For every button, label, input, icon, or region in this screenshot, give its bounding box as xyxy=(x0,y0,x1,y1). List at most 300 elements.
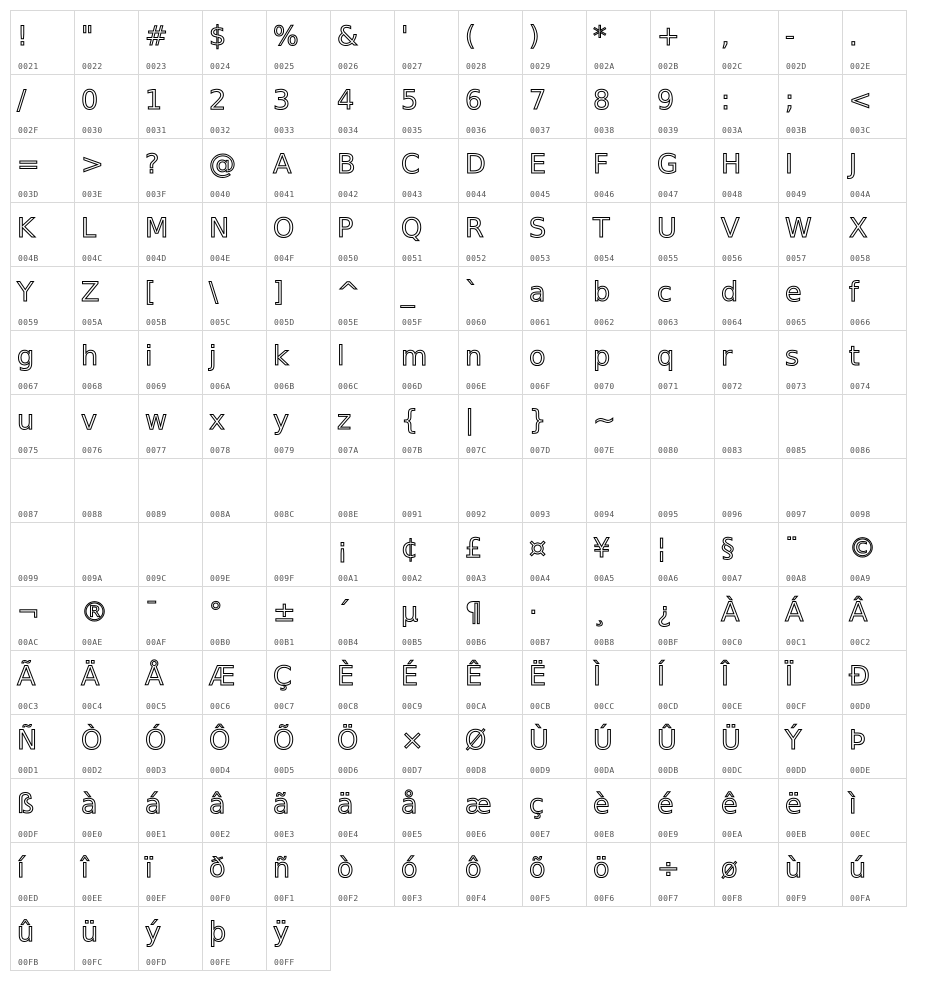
glyph-codepoint: 004A xyxy=(850,190,871,199)
glyph-codepoint: 005A xyxy=(82,318,103,327)
glyph-char: \ xyxy=(209,277,219,308)
glyph-codepoint: 0027 xyxy=(402,62,423,71)
glyph-cell xyxy=(330,138,395,203)
glyph-codepoint: 0062 xyxy=(594,318,615,327)
glyph-char: M xyxy=(145,213,169,244)
glyph-char: Õ xyxy=(273,725,295,756)
glyph-codepoint: 00B0 xyxy=(210,638,231,647)
glyph-char: þ xyxy=(209,917,227,948)
glyph-cell xyxy=(586,266,651,331)
glyph-cell xyxy=(74,650,139,715)
glyph-cell xyxy=(586,394,651,459)
glyph-codepoint: 0046 xyxy=(594,190,615,199)
glyph-cell xyxy=(778,202,843,267)
glyph-cell xyxy=(10,522,75,587)
glyph-cell xyxy=(74,202,139,267)
glyph-codepoint: 00E9 xyxy=(658,830,679,839)
glyph-char: Ý xyxy=(785,725,802,756)
glyph-cell xyxy=(458,330,523,395)
glyph-codepoint: 0083 xyxy=(722,446,743,455)
glyph-codepoint: 00AC xyxy=(18,638,39,647)
glyph-cell xyxy=(138,74,203,139)
glyph-char: è xyxy=(593,789,610,820)
glyph-cell xyxy=(586,74,651,139)
glyph-cell xyxy=(266,266,331,331)
glyph-char: Ö xyxy=(337,725,359,756)
glyph-char: î xyxy=(81,853,89,884)
glyph-char: Ð xyxy=(849,661,870,692)
glyph-codepoint: 00EC xyxy=(850,830,871,839)
glyph-codepoint: 0028 xyxy=(466,62,487,71)
glyph-char: ì xyxy=(849,789,857,820)
glyph-codepoint: 00CE xyxy=(722,702,743,711)
glyph-codepoint: 0052 xyxy=(466,254,487,263)
glyph-char: à xyxy=(81,789,98,820)
glyph-cell xyxy=(394,394,459,459)
glyph-codepoint: 006A xyxy=(210,382,231,391)
glyph-char: Ò xyxy=(81,725,103,756)
glyph-char: ¥ xyxy=(593,533,611,564)
glyph-char: a xyxy=(529,277,546,308)
glyph-cell xyxy=(266,842,331,907)
glyph-char: ± xyxy=(273,597,296,628)
glyph-codepoint: 00D9 xyxy=(530,766,551,775)
glyph-codepoint: 00F7 xyxy=(658,894,679,903)
glyph-codepoint: 0042 xyxy=(338,190,359,199)
glyph-codepoint: 0060 xyxy=(466,318,487,327)
glyph-cell xyxy=(266,394,331,459)
glyph-char: g xyxy=(17,341,35,372)
glyph-codepoint: 005B xyxy=(146,318,167,327)
glyph-char: & xyxy=(337,21,359,52)
glyph-cell xyxy=(266,906,331,971)
glyph-codepoint: 0080 xyxy=(658,446,679,455)
glyph-char: Z xyxy=(81,277,100,308)
glyph-codepoint: 0061 xyxy=(530,318,551,327)
glyph-codepoint: 006C xyxy=(338,382,359,391)
glyph-codepoint: 005D xyxy=(274,318,295,327)
glyph-char: > xyxy=(81,149,104,180)
glyph-cell xyxy=(266,330,331,395)
glyph-cell xyxy=(586,714,651,779)
glyph-codepoint: 009A xyxy=(82,574,103,583)
glyph-cell xyxy=(202,586,267,651)
glyph-cell xyxy=(714,842,779,907)
glyph-cell xyxy=(394,10,459,75)
glyph-cell xyxy=(650,650,715,715)
glyph-codepoint: 0048 xyxy=(722,190,743,199)
glyph-cell xyxy=(842,10,907,75)
glyph-cell xyxy=(138,10,203,75)
glyph-codepoint: 0094 xyxy=(594,510,615,519)
glyph-codepoint: 0097 xyxy=(786,510,807,519)
glyph-codepoint: 00C4 xyxy=(82,702,103,711)
glyph-codepoint: 00EB xyxy=(786,830,807,839)
glyph-char: ¯ xyxy=(145,597,159,628)
glyph-cell xyxy=(394,458,459,523)
glyph-cell xyxy=(202,458,267,523)
glyph-cell xyxy=(458,394,523,459)
glyph-cell xyxy=(522,10,587,75)
glyph-cell xyxy=(586,586,651,651)
glyph-cell xyxy=(778,586,843,651)
glyph-char: © xyxy=(849,533,876,564)
glyph-char: Ç xyxy=(273,661,292,692)
glyph-char: É xyxy=(401,661,419,692)
glyph-char: 9 xyxy=(657,85,675,116)
glyph-cell xyxy=(202,842,267,907)
glyph-cell xyxy=(842,202,907,267)
glyph-char: ¸ xyxy=(593,597,607,628)
glyph-char: ü xyxy=(81,917,99,948)
glyph-codepoint: 0099 xyxy=(18,574,39,583)
glyph-char: ð xyxy=(209,853,226,884)
glyph-codepoint: 003F xyxy=(146,190,167,199)
glyph-char: õ xyxy=(529,853,546,884)
glyph-cell xyxy=(74,522,139,587)
glyph-char: ò xyxy=(337,853,354,884)
glyph-cell xyxy=(138,138,203,203)
glyph-cell xyxy=(778,458,843,523)
glyph-codepoint: 00C8 xyxy=(338,702,359,711)
glyph-codepoint: 005F xyxy=(402,318,423,327)
glyph-cell xyxy=(394,714,459,779)
glyph-cell xyxy=(778,714,843,779)
glyph-cell xyxy=(714,458,779,523)
glyph-char: å xyxy=(401,789,418,820)
glyph-cell xyxy=(842,266,907,331)
glyph-codepoint: 0024 xyxy=(210,62,231,71)
glyph-char: 4 xyxy=(337,85,355,116)
glyph-codepoint: 005E xyxy=(338,318,359,327)
glyph-char: G xyxy=(657,149,678,180)
glyph-cell xyxy=(586,10,651,75)
glyph-codepoint: 00CA xyxy=(466,702,487,711)
glyph-char: ' xyxy=(401,21,409,52)
glyph-char: r xyxy=(721,341,733,372)
glyph-cell xyxy=(650,202,715,267)
glyph-codepoint: 00F4 xyxy=(466,894,487,903)
glyph-cell xyxy=(650,778,715,843)
glyph-cell xyxy=(522,842,587,907)
glyph-cell xyxy=(714,138,779,203)
glyph-cell xyxy=(202,906,267,971)
glyph-char: N xyxy=(209,213,230,244)
glyph-codepoint: 00D6 xyxy=(338,766,359,775)
glyph-cell xyxy=(10,842,75,907)
glyph-codepoint: 0087 xyxy=(18,510,39,519)
glyph-codepoint: 0051 xyxy=(402,254,423,263)
glyph-char: F xyxy=(593,149,609,180)
glyph-cell xyxy=(10,330,75,395)
glyph-cell xyxy=(74,10,139,75)
glyph-cell xyxy=(394,266,459,331)
glyph-cell xyxy=(266,74,331,139)
glyph-cell xyxy=(458,842,523,907)
glyph-cell xyxy=(10,10,75,75)
glyph-cell xyxy=(394,522,459,587)
glyph-cell xyxy=(650,714,715,779)
glyph-char: [ xyxy=(145,277,156,308)
glyph-char: · xyxy=(529,597,538,628)
glyph-codepoint: 002D xyxy=(786,62,807,71)
glyph-codepoint: 0089 xyxy=(146,510,167,519)
glyph-cell xyxy=(138,778,203,843)
glyph-codepoint: 006E xyxy=(466,382,487,391)
glyph-char: 3 xyxy=(273,85,291,116)
glyph-cell xyxy=(778,266,843,331)
glyph-cell xyxy=(202,266,267,331)
glyph-cell xyxy=(650,74,715,139)
glyph-codepoint: 0098 xyxy=(850,510,871,519)
glyph-codepoint: 002C xyxy=(722,62,743,71)
glyph-cell xyxy=(586,778,651,843)
glyph-char: ¤ xyxy=(529,533,547,564)
glyph-codepoint: 00AE xyxy=(82,638,103,647)
glyph-codepoint: 0033 xyxy=(274,126,295,135)
glyph-char: ø xyxy=(721,853,738,884)
glyph-cell xyxy=(202,138,267,203)
glyph-cell xyxy=(266,714,331,779)
glyph-codepoint: 0026 xyxy=(338,62,359,71)
glyph-codepoint: 003E xyxy=(82,190,103,199)
glyph-codepoint: 00E6 xyxy=(466,830,487,839)
glyph-codepoint: 00D4 xyxy=(210,766,231,775)
glyph-codepoint: 00CD xyxy=(658,702,679,711)
glyph-char: $ xyxy=(209,21,227,52)
glyph-char: ) xyxy=(529,21,540,52)
glyph-char: c xyxy=(657,277,672,308)
glyph-codepoint: 00FC xyxy=(82,958,103,967)
glyph-cell xyxy=(330,842,395,907)
glyph-cell xyxy=(138,650,203,715)
glyph-codepoint: 002E xyxy=(850,62,871,71)
glyph-cell xyxy=(330,266,395,331)
glyph-codepoint: 0057 xyxy=(786,254,807,263)
glyph-cell xyxy=(202,74,267,139)
glyph-char: 8 xyxy=(593,85,611,116)
glyph-char: Ô xyxy=(209,725,231,756)
glyph-codepoint: 009F xyxy=(274,574,295,583)
glyph-char: Ù xyxy=(529,725,549,756)
glyph-codepoint: 004E xyxy=(210,254,231,263)
glyph-cell xyxy=(714,714,779,779)
glyph-char: < xyxy=(849,85,872,116)
glyph-codepoint: 0095 xyxy=(658,510,679,519)
glyph-char: ÷ xyxy=(657,853,680,884)
glyph-char: Í xyxy=(657,661,665,692)
glyph-codepoint: 009E xyxy=(210,574,231,583)
glyph-codepoint: 0096 xyxy=(722,510,743,519)
glyph-codepoint: 00B6 xyxy=(466,638,487,647)
glyph-char: + xyxy=(657,21,680,52)
glyph-cell xyxy=(138,458,203,523)
glyph-cell xyxy=(778,842,843,907)
glyph-char: H xyxy=(721,149,742,180)
glyph-codepoint: 0035 xyxy=(402,126,423,135)
glyph-cell xyxy=(10,394,75,459)
glyph-codepoint: 00E5 xyxy=(402,830,423,839)
glyph-cell xyxy=(842,394,907,459)
character-map-grid xyxy=(10,10,920,970)
glyph-char: t xyxy=(849,341,860,372)
glyph-codepoint: 00C5 xyxy=(146,702,167,711)
glyph-codepoint: 003C xyxy=(850,126,871,135)
glyph-char: j xyxy=(209,341,217,372)
glyph-codepoint: 00DD xyxy=(786,766,807,775)
glyph-char: £ xyxy=(465,533,483,564)
glyph-char: P xyxy=(337,213,354,244)
glyph-cell xyxy=(394,778,459,843)
glyph-cell xyxy=(202,394,267,459)
glyph-char: z xyxy=(337,405,352,436)
glyph-cell xyxy=(650,458,715,523)
glyph-char: I xyxy=(785,149,793,180)
glyph-char: Æ xyxy=(209,661,236,692)
glyph-char: o xyxy=(529,341,546,372)
glyph-char: C xyxy=(401,149,420,180)
glyph-codepoint: 002B xyxy=(658,62,679,71)
glyph-codepoint: 0056 xyxy=(722,254,743,263)
glyph-char: - xyxy=(785,21,795,52)
glyph-cell xyxy=(138,522,203,587)
glyph-codepoint: 0030 xyxy=(82,126,103,135)
glyph-char: h xyxy=(81,341,99,372)
glyph-char: p xyxy=(593,341,611,372)
glyph-cell xyxy=(330,74,395,139)
glyph-cell xyxy=(330,778,395,843)
glyph-cell xyxy=(394,202,459,267)
glyph-cell xyxy=(714,74,779,139)
glyph-codepoint: 0043 xyxy=(402,190,423,199)
glyph-codepoint: 00C3 xyxy=(18,702,39,711)
glyph-cell xyxy=(522,714,587,779)
glyph-codepoint: 00CB xyxy=(530,702,551,711)
glyph-codepoint: 00A8 xyxy=(786,574,807,583)
glyph-codepoint: 0092 xyxy=(466,510,487,519)
glyph-cell xyxy=(650,266,715,331)
glyph-char: x xyxy=(209,405,225,436)
glyph-char: Ú xyxy=(593,725,613,756)
glyph-codepoint: 00B1 xyxy=(274,638,295,647)
glyph-char: ñ xyxy=(273,853,291,884)
glyph-codepoint: 00C7 xyxy=(274,702,295,711)
glyph-codepoint: 0055 xyxy=(658,254,679,263)
glyph-char: § xyxy=(721,533,735,564)
glyph-codepoint: 00C9 xyxy=(402,702,423,711)
glyph-cell xyxy=(74,74,139,139)
glyph-codepoint: 00C2 xyxy=(850,638,871,647)
glyph-cell xyxy=(522,394,587,459)
glyph-cell xyxy=(10,906,75,971)
glyph-cell xyxy=(714,522,779,587)
glyph-char: u xyxy=(17,405,35,436)
glyph-cell xyxy=(138,586,203,651)
glyph-cell xyxy=(458,458,523,523)
glyph-cell xyxy=(842,74,907,139)
glyph-char: ï xyxy=(145,853,153,884)
glyph-cell xyxy=(202,202,267,267)
glyph-codepoint: 00A9 xyxy=(850,574,871,583)
glyph-codepoint: 0070 xyxy=(594,382,615,391)
glyph-codepoint: 00B7 xyxy=(530,638,551,647)
glyph-codepoint: 00A6 xyxy=(658,574,679,583)
glyph-char: O xyxy=(273,213,295,244)
glyph-char: E xyxy=(529,149,547,180)
glyph-char: Ê xyxy=(465,661,483,692)
glyph-cell xyxy=(842,714,907,779)
glyph-codepoint: 00EE xyxy=(82,894,103,903)
glyph-cell xyxy=(266,10,331,75)
glyph-codepoint: 0038 xyxy=(594,126,615,135)
glyph-cell xyxy=(778,330,843,395)
glyph-char: B xyxy=(337,149,356,180)
glyph-cell xyxy=(458,10,523,75)
glyph-char: ( xyxy=(465,21,476,52)
glyph-cell xyxy=(330,458,395,523)
glyph-cell xyxy=(202,330,267,395)
glyph-codepoint: 00F2 xyxy=(338,894,359,903)
glyph-cell xyxy=(522,138,587,203)
glyph-char: e xyxy=(785,277,802,308)
glyph-codepoint: 00BF xyxy=(658,638,679,647)
glyph-cell xyxy=(330,714,395,779)
glyph-codepoint: 0031 xyxy=(146,126,167,135)
glyph-cell xyxy=(394,74,459,139)
glyph-cell xyxy=(266,138,331,203)
glyph-codepoint: 0068 xyxy=(82,382,103,391)
glyph-char: ° xyxy=(209,597,223,628)
glyph-cell xyxy=(74,458,139,523)
glyph-cell xyxy=(842,650,907,715)
glyph-codepoint: 00F6 xyxy=(594,894,615,903)
glyph-cell xyxy=(522,74,587,139)
glyph-cell xyxy=(714,266,779,331)
glyph-char: Ã xyxy=(17,661,36,692)
glyph-char: ö xyxy=(593,853,610,884)
glyph-cell xyxy=(74,138,139,203)
glyph-codepoint: 006F xyxy=(530,382,551,391)
glyph-codepoint: 008A xyxy=(210,510,231,519)
glyph-char: ä xyxy=(337,789,354,820)
glyph-codepoint: 0032 xyxy=(210,126,231,135)
glyph-char: = xyxy=(17,149,40,180)
glyph-char: T xyxy=(593,213,610,244)
glyph-char: Ü xyxy=(721,725,741,756)
glyph-codepoint: 00D0 xyxy=(850,702,871,711)
glyph-char: ; xyxy=(785,85,795,116)
glyph-codepoint: 004C xyxy=(82,254,103,263)
glyph-char: # xyxy=(145,21,168,52)
glyph-codepoint: 0071 xyxy=(658,382,679,391)
glyph-cell xyxy=(586,202,651,267)
glyph-codepoint: 0088 xyxy=(82,510,103,519)
glyph-codepoint: 007D xyxy=(530,446,551,455)
glyph-char: û xyxy=(17,917,35,948)
glyph-char: i xyxy=(145,341,153,372)
glyph-char: ~ xyxy=(593,405,616,436)
glyph-char: n xyxy=(465,341,483,372)
glyph-cell xyxy=(842,138,907,203)
glyph-codepoint: 00E7 xyxy=(530,830,551,839)
glyph-cell xyxy=(330,650,395,715)
glyph-codepoint: 0091 xyxy=(402,510,423,519)
glyph-codepoint: 00FF xyxy=(274,958,295,967)
glyph-cell xyxy=(586,650,651,715)
glyph-char: * xyxy=(593,21,607,52)
glyph-char: k xyxy=(273,341,289,372)
glyph-cell xyxy=(10,138,75,203)
